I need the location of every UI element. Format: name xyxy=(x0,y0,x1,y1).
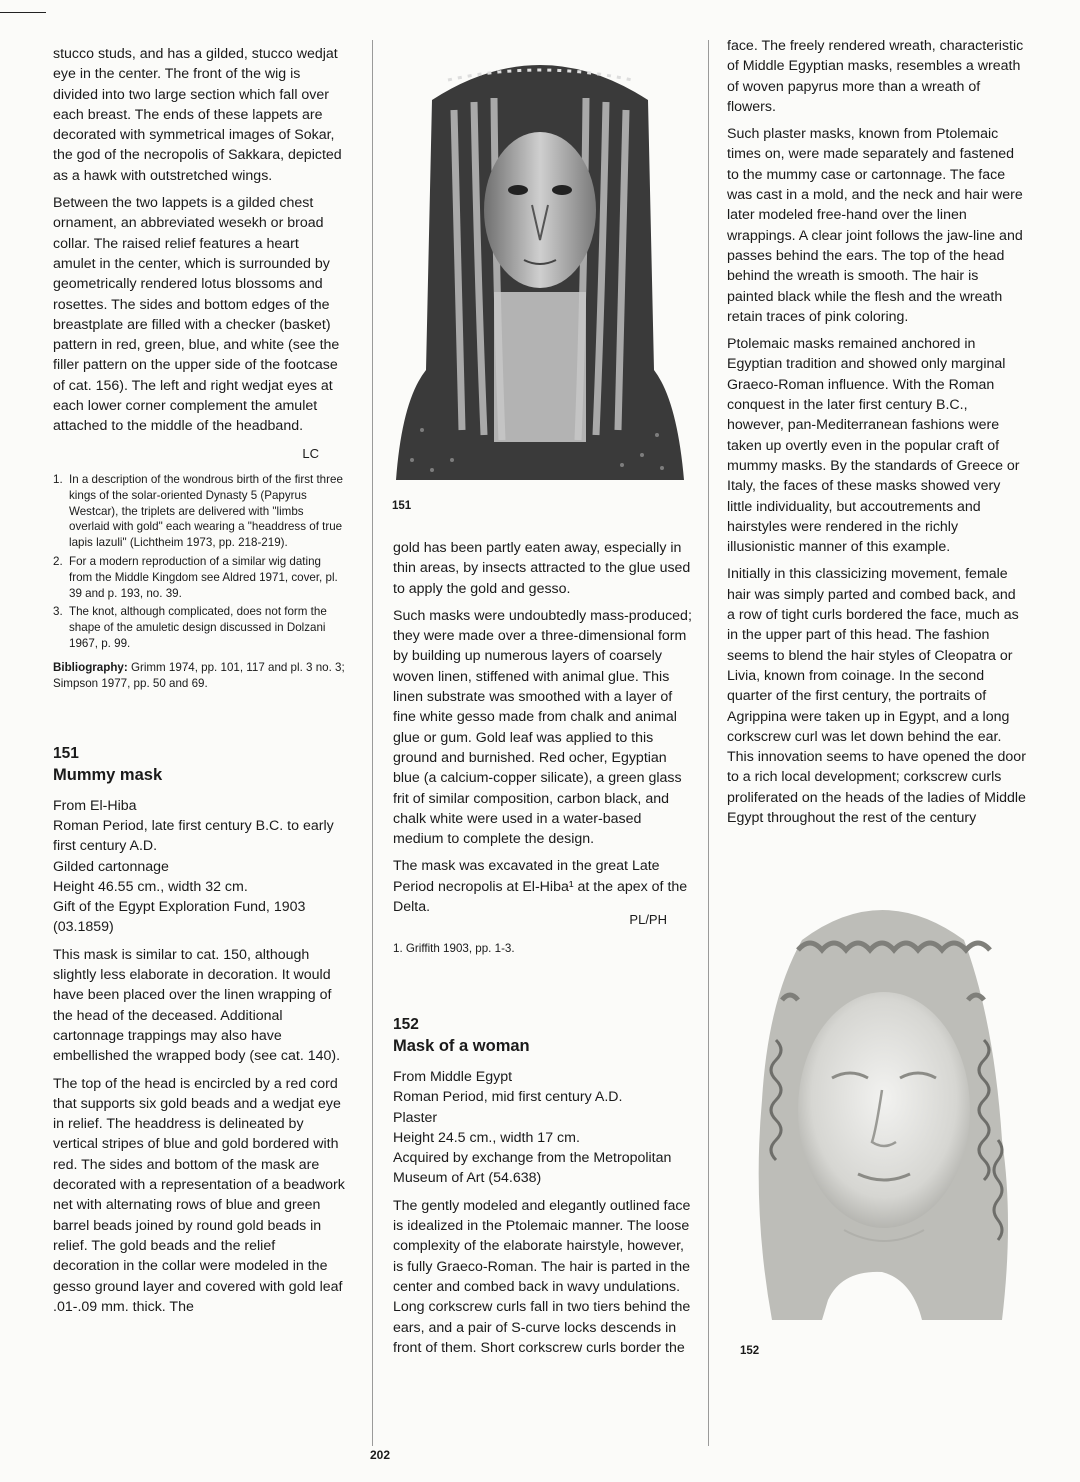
paragraph: gold has been partly eaten away, especially in thin areas, by insects attracted to the glue used to apply the gold and gesso. xyxy=(393,540,691,597)
paragraph: face. The freely rendered wreath, characteristic of Middle Egyptian masks, resembles a wreath of woven papyrus more than a wreath of flowers. xyxy=(727,38,1024,115)
catalog-title: Mummy mask xyxy=(53,765,163,784)
column-3 xyxy=(727,36,1027,835)
paragraph: Between the two lappets is a gilded chest ornament, an abbreviated wesekh or broad collar. The raised relief features a heart amulet in the center, which is surrounded by geometrically rendered lotus blossoms and rosettes. The sides and bottom edges of the breastplate are filled with a checker (basket) pattern in red, green, blue, and white (see the filler pattern on the upper side of the footcase of cat. 156). The left and right wedjat eyes at each lower corner complement the amulet attached to the middle of the headband. xyxy=(53,195,340,435)
author-signature: PL/PH xyxy=(629,912,667,928)
woman-mask-photo xyxy=(732,880,1032,1335)
paragraph: stucco studs, and has a gilded, stucco wedjat eye in the center. The front of the wig is divided into two large section which fall over each breast. The ends of these lappets are decorated with symmetrical images of Sokar, the god of the necropolis of Sakkara, depicted as a hawk with outstretched wings. xyxy=(53,46,342,184)
paragraph: The mask was excavated in the great Late Period necropolis at El-Hiba¹ at the apex of the Delta. xyxy=(393,858,688,916)
paragraph: Initially in this classicizing movement, female hair was simply parted and combed back, and a row of tight curls bordered the face, much as in the upper part of this head. The fashion seems to blend the hair styles of Cleopatra or Livia, known from coinage. In the second quarter of the first century, the portraits of Agrippina were taken up in Egypt, and a long corkscrew curl was let down behind the ear. This innovation seems to have opened the door to a rich local development; corkscrew curls proliferated on the heads of the ladies of Middle Egypt throughout the rest of the century xyxy=(727,566,1026,826)
footnote: 1. Griffith 1903, pp. 1-3. xyxy=(393,941,515,955)
catalog-number: 152 xyxy=(393,1015,419,1033)
figure-caption: 152 xyxy=(740,1345,760,1357)
note: 1. In a description of the wondrous birth of the first three kings of the solar-oriented Dynasty 5 (Papyrus Westcar), the triplets are delivered with "limbs overlaid with gold" each wearing a "headdress of true lapis lazuli" (Lichtheim 1973, pp. 218-219). xyxy=(53,472,343,550)
mummy-mask-photo xyxy=(392,40,688,510)
catalog-meta: From El-Hiba Roman Period, late first century B.C. to early first century A.D. Gilded cartonnage Height 46.55 cm., width 32 cm. Gift of the Egypt Exploration Fund, 1903 (03.1859) xyxy=(53,797,334,936)
bibliography: Bibliography: Grimm 1974, pp. 101, 117 and pl. 3 no. 3; Simpson 1977, pp. 50 and 69. xyxy=(53,660,345,690)
paragraph: Ptolemaic masks remained anchored in Egyptian tradition and showed only marginal Graeco-Roman influence. With the Roman conquest in the later first century B.C., however, pan-Mediterranean fashions were taken up overtly even in the popular craft of mummy masks. By the standards of Greece or Italy, the faces of these masks showed very little individuality, but accoutrements and hairstyles were rendered in the richly illusionistic manner of this example. xyxy=(727,336,1020,556)
figure-caption: 151 xyxy=(392,500,412,512)
column-2 xyxy=(393,538,693,1365)
paragraph: The gently modeled and elegantly outlined face is idealized in the Ptolemaic manner. The loose complexity of the elaborate hairstyle, however, is fully Graeco-Roman. The hair is parted in the center and combed back in wavy undulations. Long corkscrew curls fall in two tiers behind the ears, and a pair of S-curve locks descends in front of them. Short corkscrew curls border the xyxy=(393,1197,691,1356)
column-1 xyxy=(53,44,345,1324)
author-signature: LC xyxy=(302,445,319,461)
column-rule-right xyxy=(708,40,709,1446)
paragraph: Such masks were undoubtedly mass-produced; they were made over a three-dimensional form by building up numerous layers of coarsely woven linen, stiffened with animal glue. This linen substrate was smoothed with a layer of fine white gesso made from chalk and animal glue or gum. Gold leaf was applied to this ground and burnished. Red ocher, Egyptian blue (a calcium-copper silicate), a green glass frit of similar composition, carbon black, and chalk white were used in a water-based medium to complete the design. xyxy=(393,607,692,848)
notes xyxy=(53,472,345,652)
page-number: 202 xyxy=(370,1448,391,1462)
column-rule-left xyxy=(372,40,373,1446)
note: 3. The knot, although complicated, does not form the shape of the amuletic design discussed in Dolzani 1967, p. 99. xyxy=(53,605,327,650)
paragraph: This mask is similar to cat. 150, although slightly less elaborate in decoration. It would have been placed over the linen wrapping of the head of the deceased. Additional cartonnage trappings may also have embellished the wrapped body (see cat. 140). xyxy=(53,946,341,1065)
catalog-number: 151 xyxy=(53,744,79,762)
top-rule xyxy=(0,12,46,13)
paragraph: The top of the head is encircled by a red cord that supports six gold beads and a wedjat eye in relief. The headdress is delineated by vertical stripes of blue and gold bordered with red. The sides and bottom of the mask are decorated with a representation of a beadwork net with alternating rows of blue and green barrel beads joined by round gold beads in relief. The gold beads and the relief decoration in the collar were modeled in the gesso ground layer and covered with gold leaf .01-.09 mm. thick. The xyxy=(53,1075,345,1315)
note: 2. For a modern reproduction of a similar wig dating from the Middle Kingdom see Aldred 1971, cover, pl. 39 and p. 193, no. 39. xyxy=(53,554,338,600)
paragraph: Such plaster masks, known from Ptolemaic times on, were made separately and fastened to the mummy case or cartonnage. The face was cast in a mold, and the neck and hair were later modeled free-hand over the linen wrappings. A clear joint follows the jaw-line and passes behind the ears. The top of the head behind the wreath is smooth. The hair is painted black while the flesh and the wreath retain traces of pink coloring. xyxy=(727,126,1023,325)
catalog-title: Mask of a woman xyxy=(393,1036,530,1055)
catalog-meta: From Middle Egypt Roman Period, mid first century A.D. Plaster Height 24.5 cm., width 17 cm. Acquired by exchange from the Metropolitan Museum of Art (54.638) xyxy=(393,1068,672,1187)
